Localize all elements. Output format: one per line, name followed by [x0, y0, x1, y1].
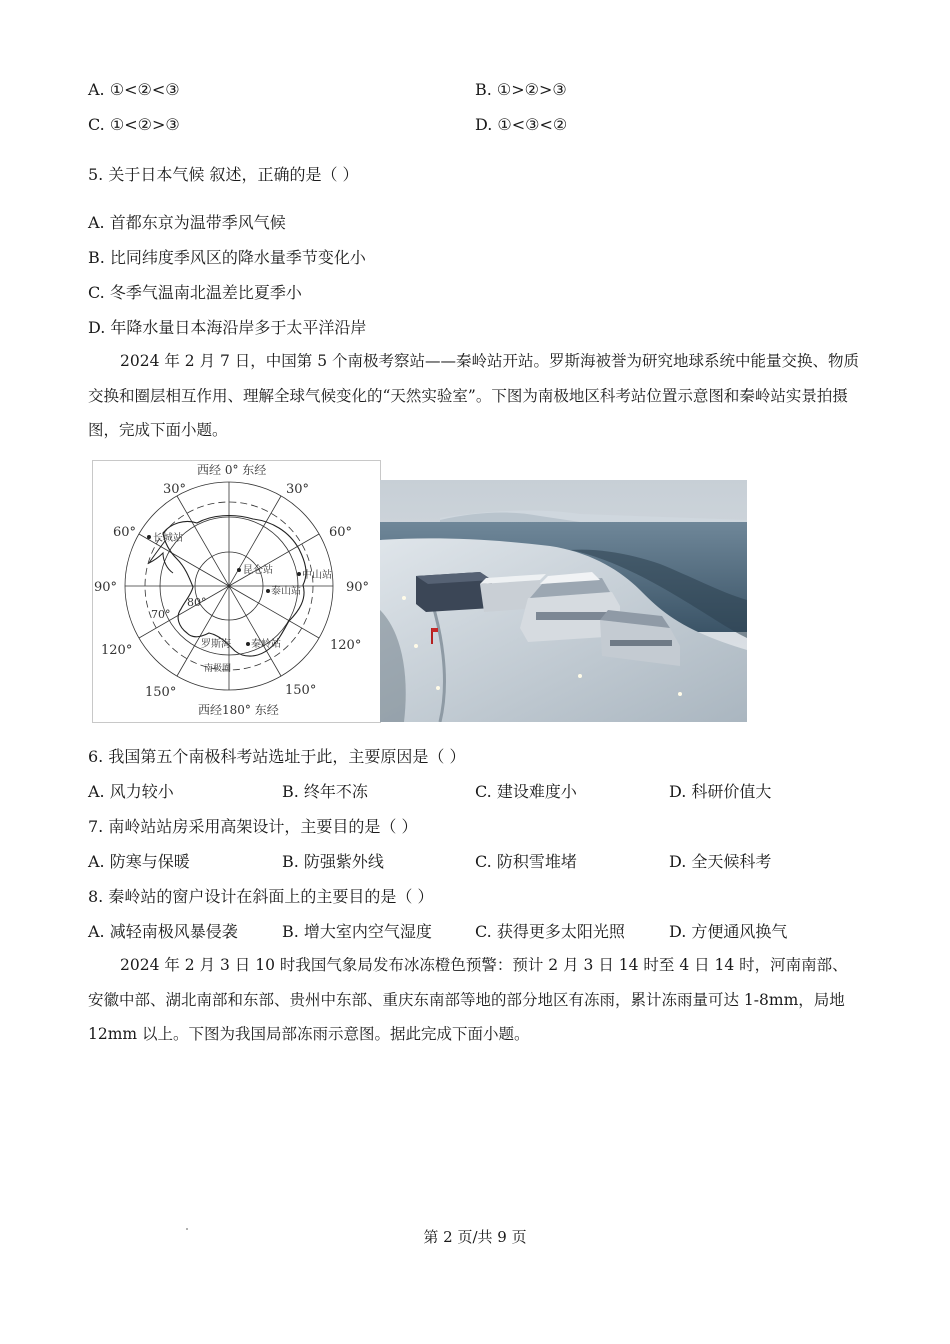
q7-option-a: A. 防寒与保暖 — [88, 852, 190, 871]
q5-option-a: A. 首都东京为温带季风气候 — [88, 213, 286, 232]
q4-option-c: C. ①<②>③ — [88, 115, 180, 134]
qinling-station-marker — [246, 642, 250, 646]
q6-option-b: B. 终年不冻 — [282, 782, 368, 801]
map-ross-sea-label: 罗斯海 — [201, 639, 231, 650]
map-lon-60-left: 60° — [113, 525, 137, 540]
map-lon-120-right: 120° — [330, 638, 362, 653]
q4-option-b: B. ①>②>③ — [475, 80, 567, 99]
map-lon-150-right: 150° — [285, 683, 317, 698]
changcheng-station-marker — [147, 535, 151, 539]
q6-option-a: A. 风力较小 — [88, 782, 174, 801]
map-station-kunlun: 昆仑站 — [243, 565, 273, 576]
q8-option-a: A. 减轻南极风暴侵袭 — [88, 922, 238, 941]
map-top-label: 西经 0° 东经 — [197, 463, 267, 477]
q5-stem: 5. 关于日本气候 叙述，正确的是（ ） — [88, 165, 359, 184]
q7-option-c: C. 防积雪堆堵 — [475, 852, 577, 871]
q8-stem: 8. 秦岭站的窗户设计在斜面上的主要目的是（ ） — [88, 887, 434, 906]
q7-stem: 7. 南岭站站房采用高架设计，主要目的是（ ） — [88, 817, 418, 836]
q7-option-b: B. 防强紫外线 — [282, 852, 384, 871]
q4-option-a: A. ①<②<③ — [88, 80, 180, 99]
map-lon-60-right: 60° — [329, 525, 353, 540]
q5-option-c: C. 冬季气温南北温差比夏季小 — [88, 283, 302, 302]
q5-option-d: D. 年降水量日本海沿岸多于太平洋沿岸 — [88, 318, 367, 337]
page-footer: 第 2 页/共 9 页 — [423, 1228, 527, 1246]
map-station-changcheng: 长城站 — [153, 533, 183, 544]
q6-option-d: D. 科研价值大 — [669, 782, 772, 801]
q5-option-b: B. 比同纬度季风区的降水量季节变化小 — [88, 248, 366, 267]
q4-option-d: D. ①<③<② — [475, 115, 568, 134]
map-lon-30-left: 30° — [163, 482, 187, 497]
passage-qinling: 2024 年 2 月 7 日，中国第 5 个南极考察站——秦岭站开站。罗斯海被誉为研究地球系统中能量交换、物质交换和圈层相互作用、理解全球气候变化的“天然实验室”。下图为南极地区科考站位置示意图和秦岭站实景拍摄图，完成下面小题。 — [88, 352, 860, 439]
zhongshan-station-marker — [297, 572, 301, 576]
q6-option-c: C. 建设难度小 — [475, 782, 577, 801]
antarctic-station-map — [92, 460, 381, 723]
map-station-zhongshan: 中山站 — [302, 570, 332, 581]
map-antarctic-circle-label: 南极圈 — [204, 664, 232, 674]
map-station-taishan: 泰山站 — [271, 586, 301, 597]
q6-stem: 6. 我国第五个南极科考站选址于此，主要原因是（ ） — [88, 747, 466, 766]
map-bottom-label: 西经180° 东经 — [198, 703, 279, 717]
map-lat-80: 80° — [187, 596, 207, 609]
q8-option-c: C. 获得更多太阳光照 — [475, 922, 625, 941]
map-lon-120-left: 120° — [101, 643, 133, 658]
taishan-station-marker — [266, 589, 270, 593]
passage-freezing-rain: 2024 年 2 月 3 日 10 时我国气象局发布冰冻橙色预警：预计 2 月 3 日 14 时至 4 日 14 时，河南南部、安徽中部、湖北南部和东部、贵州中东部、重庆东南部等地的部分地区有冻雨，累计冻雨量可达 1-8mm，局地 12mm 以上。下图为我国局部冻雨示意图。据此完成下面小题。 — [88, 956, 848, 1043]
q8-option-b: B. 增大室内空气湿度 — [282, 922, 432, 941]
map-lon-90-left: 90° — [94, 580, 118, 595]
map-lon-90-right: 90° — [346, 580, 370, 595]
qinling-station-photo — [380, 480, 747, 722]
map-lat-70: 70° — [151, 608, 171, 621]
kunlun-station-marker — [237, 568, 241, 572]
map-lon-150-left: 150° — [145, 685, 177, 700]
map-lon-30-right: 30° — [286, 482, 310, 497]
q8-option-d: D. 方便通风换气 — [669, 922, 788, 941]
q7-option-d: D. 全天候科考 — [669, 852, 772, 871]
map-station-qinling: 秦岭站 — [251, 639, 281, 650]
